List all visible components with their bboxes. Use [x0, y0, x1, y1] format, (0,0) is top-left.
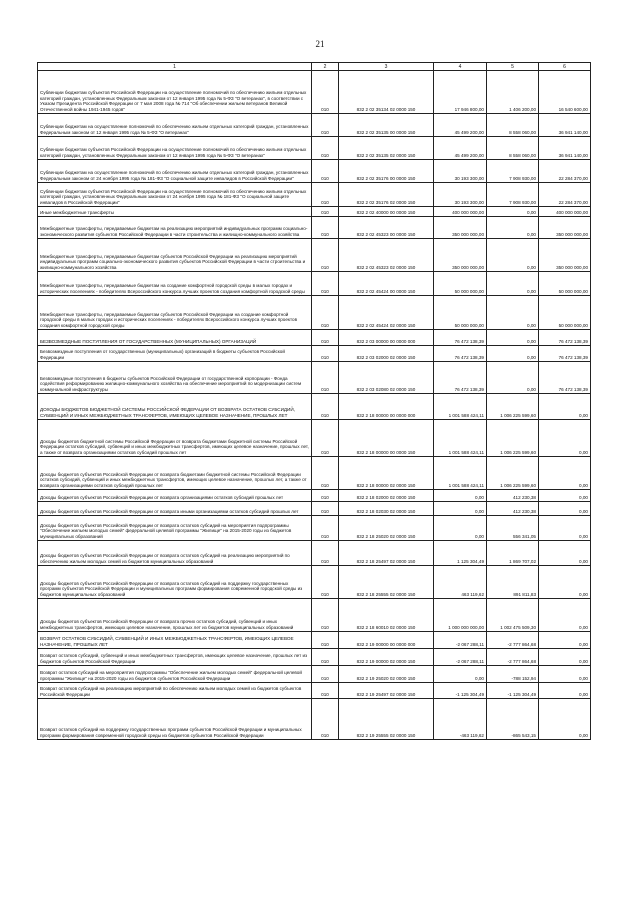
table-row — [38, 394, 591, 420]
table-row — [38, 296, 591, 330]
table-row — [38, 666, 591, 683]
row-budget-code: 832 2 19 00000 02 0000 150 — [339, 649, 434, 666]
row-value-col6: 36 941 140,00 — [539, 114, 591, 137]
row-value-col4: 1 001 588 424,11 — [434, 457, 487, 490]
row-budget-code: 832 2 02 45424 02 0000 150 — [339, 296, 434, 330]
row-line-code: 010 — [312, 490, 339, 502]
row-value-col6: 400 000 000,00 — [539, 207, 591, 217]
row-name: Межбюджетные трансферты, передаваемые бюджетам на реализацию мероприятий индивидуальных программ социально-экономического развития субъектов Российской Федерации в части строительства и жилищно-коммунального хозяйства — [38, 217, 312, 239]
row-name: Безвозмездные поступления от государственных (муниципальных) организаций в бюджеты субъектов Российской Федерации — [38, 346, 312, 362]
row-name: Возврат остатков субсидий на реализацию мероприятий по обеспечению жильем молодых семей из бюджетов субъектов Российской Федерации — [38, 683, 312, 699]
row-value-col4: 30 193 300,00 — [434, 160, 487, 183]
row-value-col4: 45 499 200,00 — [434, 137, 487, 160]
row-value-col4: 50 000 000,00 — [434, 272, 487, 296]
row-name: Доходы бюджетов субъектов Российской Федерации от возврата остатков субсидий на поддержку государственных программ субъектов Российской Федерации и муниципальных программ формирования современной городской среды из бюджетов муниципальных образований — [38, 566, 312, 599]
row-value-col4: 0,00 — [434, 502, 487, 516]
table-row — [38, 217, 591, 239]
row-value-col5: 8 558 060,00 — [487, 114, 539, 137]
table-row — [38, 516, 591, 541]
row-value-col6: 0,00 — [539, 516, 591, 541]
row-value-col5: 0,00 — [487, 296, 539, 330]
row-name: Субвенции бюджетам на осуществление полномочий по обеспечению жильем отдельных категорий граждан, установленных Федеральным законом от 24 ноября 1995 года № 181-ФЗ "О социальной защите инвалидов в Российской Федерации" — [38, 160, 312, 183]
row-value-col4: 76 472 138,39 — [434, 362, 487, 394]
row-value-col6: 0,00 — [539, 699, 591, 740]
row-budget-code: 832 2 19 25555 02 0000 150 — [339, 699, 434, 740]
row-value-col6: 0,00 — [539, 394, 591, 420]
table-row — [38, 649, 591, 666]
row-budget-code: 832 2 18 25555 02 0000 150 — [339, 566, 434, 599]
row-budget-code: 832 2 03 02080 02 0000 150 — [339, 362, 434, 394]
row-name: Возврат остатков субсидий, субвенций и иных межбюджетных трансфертов, имеющих целевое назначение, прошлых лет из бюджетов субъектов Российской Федерации — [38, 649, 312, 666]
row-value-col4: 0,00 — [434, 666, 487, 683]
row-value-col4: 1 001 588 424,11 — [434, 420, 487, 457]
row-budget-code: 832 2 02 45323 00 0000 150 — [339, 217, 434, 239]
row-value-col4: -2 067 288,11 — [434, 649, 487, 666]
row-value-col6: 76 472 138,39 — [539, 330, 591, 346]
row-value-col6: 22 284 370,00 — [539, 160, 591, 183]
row-value-col5: 412 230,38 — [487, 502, 539, 516]
header-col-5: 5 — [487, 63, 539, 71]
row-budget-code: 832 2 02 35176 00 0000 150 — [339, 160, 434, 183]
table-row — [38, 566, 591, 599]
row-value-col5: 1 002 475 509,30 — [487, 599, 539, 632]
table-row — [38, 683, 591, 699]
row-value-col6: 0,00 — [539, 566, 591, 599]
row-value-col4: 50 000 000,00 — [434, 296, 487, 330]
row-value-col5: 1 006 225 599,60 — [487, 394, 539, 420]
row-value-col5: -1 125 304,49 — [487, 683, 539, 699]
table-row — [38, 239, 591, 272]
table-row — [38, 457, 591, 490]
row-line-code: 010 — [312, 183, 339, 207]
row-name: Субвенции бюджетам субъектов Российской Федерации на осуществление полномочий по обеспечению жильем отдельных категорий граждан, установленных Федеральным законом от 12 января 1995 года № 5-ФЗ "О ветеранах", в соответствии с Указом Президента Российской Федерации от 7 мая 2008 года № 714 "Об обеспечении жильем ветеранов Великой Отечественной войны 1941-1945 годов" — [38, 71, 312, 114]
row-value-col5: 891 811,83 — [487, 566, 539, 599]
table-row — [38, 632, 591, 649]
row-name: Доходы бюджетов бюджетной системы Российской Федерации от возврата бюджетами бюджетной системы Российской Федерации остатков субсидий, субвенций и иных межбюджетных трансфертов, имеющих целевое назначение, прошлых лет, а также от возврата организациями остатков субсидий прошлых лет — [38, 420, 312, 457]
row-budget-code: 832 2 02 45323 02 0000 150 — [339, 239, 434, 272]
table-row — [38, 330, 591, 346]
row-name: Возврат остатков субсидий на поддержку государственных программ субъектов Российской Федерации и муниципальных программ формирования современной городской среды из бюджетов субъектов Российской Федерации — [38, 699, 312, 740]
row-budget-code: 832 2 02 35176 02 0000 150 — [339, 183, 434, 207]
row-value-col5: -788 152,94 — [487, 666, 539, 683]
row-name: Иные межбюджетные трансферты — [38, 207, 312, 217]
row-budget-code: 832 2 03 00000 00 0000 000 — [339, 330, 434, 346]
row-line-code: 010 — [312, 330, 339, 346]
row-value-col4: 76 472 138,39 — [434, 346, 487, 362]
row-line-code: 010 — [312, 71, 339, 114]
row-line-code: 010 — [312, 137, 339, 160]
row-budget-code: 832 2 18 02000 02 0000 150 — [339, 490, 434, 502]
header-col-2: 2 — [312, 63, 339, 71]
row-value-col5: 7 908 930,00 — [487, 160, 539, 183]
row-value-col6: 0,00 — [539, 683, 591, 699]
row-value-col4: 1 000 000 000,00 — [434, 599, 487, 632]
row-budget-code: 832 2 18 00000 00 0000 150 — [339, 420, 434, 457]
row-name: Межбюджетные трансферты, передаваемые бюджетам на создание комфортной городской среды в малых городах и исторических поселениях - победителях Всероссийского конкурса лучших проектов создания комфортной городской среды — [38, 272, 312, 296]
row-name: ВОЗВРАТ ОСТАТКОВ СУБСИДИЙ, СУБВЕНЦИЙ И ИНЫХ МЕЖБЮДЖЕТНЫХ ТРАНСФЕРТОВ, ИМЕЮЩИХ ЦЕЛЕВОЕ НАЗНАЧЕНИЕ, ПРОШЛЫХ ЛЕТ — [38, 632, 312, 649]
row-value-col4: 0,00 — [434, 490, 487, 502]
row-budget-code: 832 2 19 25020 02 0000 150 — [339, 666, 434, 683]
row-value-col6: 0,00 — [539, 649, 591, 666]
row-value-col4: 350 000 000,00 — [434, 239, 487, 272]
row-value-col6: 0,00 — [539, 666, 591, 683]
row-value-col4: 76 472 138,39 — [434, 330, 487, 346]
row-value-col5: 556 341,05 — [487, 516, 539, 541]
row-value-col4: 45 499 200,00 — [434, 114, 487, 137]
row-line-code: 010 — [312, 207, 339, 217]
row-value-col6: 0,00 — [539, 490, 591, 502]
row-name: Доходы бюджетов субъектов Российской Федерации от возврата остатков субсидий на мероприятия подпрограммы "Обеспечение жильем молодых семей" федеральной целевой программы "Жилище" на 2015-2020 годы из бюджетов муниципальных образований — [38, 516, 312, 541]
row-value-col6: 350 000 000,00 — [539, 239, 591, 272]
row-value-col6: 76 472 138,39 — [539, 362, 591, 394]
header-col-4: 4 — [434, 63, 487, 71]
table-row — [38, 490, 591, 502]
row-name: Межбюджетные трансферты, передаваемые бюджетам субъектов Российской Федерации на реализацию мероприятий индивидуальных программ социально-экономического развития субъектов Российской Федерации в части строительства и жилищно-коммунального хозяйства — [38, 239, 312, 272]
row-value-col6: 76 472 138,39 — [539, 346, 591, 362]
row-line-code: 010 — [312, 346, 339, 362]
row-value-col5: 1 869 707,02 — [487, 541, 539, 566]
header-col-3: 3 — [339, 63, 434, 71]
row-value-col6: 350 000 000,00 — [539, 217, 591, 239]
table-row — [38, 114, 591, 137]
row-line-code: 010 — [312, 114, 339, 137]
row-name: Доходы бюджетов субъектов Российской Федерации от возврата прочих остатков субсидий, субвенций и иных межбюджетных трансфертов, имеющих целевое назначение, прошлых лет из бюджетов муниципальных образований — [38, 599, 312, 632]
header-col-6: 6 — [539, 63, 591, 71]
table-row — [38, 137, 591, 160]
row-name: Субвенции бюджетам субъектов Российской Федерации на осуществление полномочий по обеспечению жильем отдельных категорий граждан, установленных Федеральным законом от 24 ноября 1995 года № 181-ФЗ "О социальной защите инвалидов в Российской Федерации" — [38, 183, 312, 207]
row-name: Субвенции бюджетам на осуществление полномочий по обеспечению жильем отдельных категорий граждан, установленных Федеральным законом от 12 января 1995 года № 5-ФЗ "О ветеранах" — [38, 114, 312, 137]
row-budget-code: 832 2 02 35134 02 0000 150 — [339, 71, 434, 114]
row-budget-code: 832 2 02 35135 02 0000 150 — [339, 137, 434, 160]
row-value-col4: -2 067 288,11 — [434, 632, 487, 649]
table-header-row — [38, 63, 591, 71]
row-line-code: 010 — [312, 272, 339, 296]
row-name: Субвенции бюджетам субъектов Российской Федерации на осуществление полномочий по обеспечению жильем отдельных категорий граждан, установленных Федеральным законом от 12 января 1995 года № 5-ФЗ "О ветеранах" — [38, 137, 312, 160]
table-row — [38, 362, 591, 394]
table-row — [38, 183, 591, 207]
row-line-code: 010 — [312, 296, 339, 330]
table-row — [38, 160, 591, 183]
row-line-code: 010 — [312, 502, 339, 516]
row-name: Доходы бюджетов субъектов Российской Федерации от возврата остатков субсидий на реализацию мероприятий по обеспечению жильем молодых семей из бюджетов муниципальных образований — [38, 541, 312, 566]
row-budget-code: 832 2 18 25020 02 0000 150 — [339, 516, 434, 541]
row-value-col5: 1 406 200,00 — [487, 71, 539, 114]
row-value-col5: 8 558 060,00 — [487, 137, 539, 160]
row-name: Доходы бюджетов субъектов Российской Федерации от возврата бюджетами бюджетной системы Российской Федерации остатков субсидий, субвенций и иных межбюджетных трансфертов, имеющих целевое назначение, прошлых лет, а также от возврата организациями остатков субсидий прошлых лет — [38, 457, 312, 490]
table-row — [38, 346, 591, 362]
row-line-code: 010 — [312, 666, 339, 683]
row-budget-code: 832 2 02 35135 00 0000 150 — [339, 114, 434, 137]
row-name: Доходы бюджетов субъектов Российской Федерации от возврата организациями остатков субсидий прошлых лет — [38, 490, 312, 502]
row-budget-code: 832 2 02 40000 00 0000 150 — [339, 207, 434, 217]
row-value-col4: 30 193 300,00 — [434, 183, 487, 207]
row-budget-code: 832 2 02 45424 00 0000 150 — [339, 272, 434, 296]
row-value-col4: 400 000 000,00 — [434, 207, 487, 217]
row-value-col5: -2 777 864,68 — [487, 632, 539, 649]
row-value-col4: 1 125 304,49 — [434, 541, 487, 566]
row-value-col5: 412 230,38 — [487, 490, 539, 502]
row-value-col6: 0,00 — [539, 502, 591, 516]
row-value-col5: 0,00 — [487, 330, 539, 346]
row-name: Межбюджетные трансферты, передаваемые бюджетам субъектов Российской Федерации на создание комфортной городской среды в малых городах и исторических поселениях - победителях Всероссийского конкурса лучших проектов создания комфортной городской среды — [38, 296, 312, 330]
table-row — [38, 699, 591, 740]
row-budget-code: 832 2 18 00000 02 0000 150 — [339, 457, 434, 490]
table-row — [38, 71, 591, 114]
row-value-col6: 16 540 600,00 — [539, 71, 591, 114]
row-budget-code: 832 2 18 00000 00 0000 000 — [339, 394, 434, 420]
row-line-code: 010 — [312, 566, 339, 599]
table-row — [38, 207, 591, 217]
row-value-col5: 0,00 — [487, 217, 539, 239]
row-value-col6: 50 000 000,00 — [539, 296, 591, 330]
row-value-col4: 0,00 — [434, 516, 487, 541]
row-value-col4: 463 119,62 — [434, 566, 487, 599]
row-value-col4: 17 946 800,00 — [434, 71, 487, 114]
row-budget-code: 832 2 03 02000 02 0000 150 — [339, 346, 434, 362]
row-value-col4: 1 001 588 424,11 — [434, 394, 487, 420]
row-name: БЕЗВОЗМЕЗДНЫЕ ПОСТУПЛЕНИЯ ОТ ГОСУДАРСТВЕННЫХ (МУНИЦИПАЛЬНЫХ) ОРГАНИЗАЦИЙ — [38, 330, 312, 346]
row-line-code: 010 — [312, 160, 339, 183]
header-col-1: 1 — [38, 63, 312, 71]
row-line-code: 010 — [312, 362, 339, 394]
row-line-code: 010 — [312, 217, 339, 239]
row-value-col6: 0,00 — [539, 632, 591, 649]
table-body — [38, 63, 591, 740]
row-value-col6: 0,00 — [539, 457, 591, 490]
row-value-col6: 22 284 370,00 — [539, 183, 591, 207]
row-budget-code: 832 2 19 00000 00 0000 000 — [339, 632, 434, 649]
row-line-code: 010 — [312, 649, 339, 666]
row-value-col5: 0,00 — [487, 362, 539, 394]
row-value-col4: -463 119,62 — [434, 699, 487, 740]
row-name: Безвозмездные поступления в бюджеты субъектов Российской Федерации от государственной корпорации - Фонда содействия реформированию жилищно-коммунального хозяйства на обеспечение мероприятий по модернизации систем коммунальной инфраструктуры — [38, 362, 312, 394]
row-value-col5: 0,00 — [487, 346, 539, 362]
row-value-col5: 1 006 225 599,60 — [487, 457, 539, 490]
row-value-col6: 0,00 — [539, 541, 591, 566]
row-value-col4: 350 000 000,00 — [434, 217, 487, 239]
row-value-col4: -1 125 304,49 — [434, 683, 487, 699]
row-value-col5: 0,00 — [487, 239, 539, 272]
row-line-code: 010 — [312, 516, 339, 541]
table-row — [38, 420, 591, 457]
row-name: ДОХОДЫ БЮДЖЕТОВ БЮДЖЕТНОЙ СИСТЕМЫ РОССИЙСКОЙ ФЕДЕРАЦИИ ОТ ВОЗВРАТА ОСТАТКОВ СУБСИДИЙ, СУБВЕНЦИЙ И ИНЫХ МЕЖБЮДЖЕТНЫХ ТРАНСФЕРТОВ, ИМЕЮЩИХ ЦЕЛЕВОЕ НАЗНАЧЕНИЕ, ПРОШЛЫХ ЛЕТ — [38, 394, 312, 420]
row-budget-code: 832 2 18 02030 02 0000 150 — [339, 502, 434, 516]
row-value-col6: 50 000 000,00 — [539, 272, 591, 296]
table-row — [38, 541, 591, 566]
row-line-code: 010 — [312, 599, 339, 632]
row-value-col5: 1 006 225 599,60 — [487, 420, 539, 457]
row-value-col5: -2 777 864,68 — [487, 649, 539, 666]
row-line-code: 010 — [312, 699, 339, 740]
row-value-col6: 36 941 140,00 — [539, 137, 591, 160]
row-line-code: 010 — [312, 420, 339, 457]
row-value-col5: 0,00 — [487, 207, 539, 217]
row-name: Доходы бюджетов субъектов Российской Федерации от возврата иными организациями остатков субсидий прошлых лет — [38, 502, 312, 516]
row-budget-code: 832 2 18 25497 02 0000 150 — [339, 541, 434, 566]
table-row — [38, 502, 591, 516]
row-line-code: 010 — [312, 239, 339, 272]
table-row — [38, 272, 591, 296]
row-value-col5: 0,00 — [487, 272, 539, 296]
row-line-code: 010 — [312, 632, 339, 649]
row-budget-code: 832 2 18 60010 02 0000 150 — [339, 599, 434, 632]
row-line-code: 010 — [312, 541, 339, 566]
row-line-code: 010 — [312, 683, 339, 699]
row-budget-code: 832 2 19 25497 02 0000 150 — [339, 683, 434, 699]
row-line-code: 010 — [312, 457, 339, 490]
row-name: Возврат остатков субсидий на мероприятия подпрограммы "Обеспечение жильем молодых семей" федеральной целевой программы "Жилище" на 2015-2020 годы из бюджетов субъектов Российской Федерации — [38, 666, 312, 683]
page-number: 21 — [315, 39, 325, 49]
row-value-col5: -865 543,15 — [487, 699, 539, 740]
row-value-col5: 7 908 930,00 — [487, 183, 539, 207]
table-row — [38, 599, 591, 632]
budget-table — [37, 62, 591, 740]
row-value-col6: 0,00 — [539, 599, 591, 632]
row-value-col6: 0,00 — [539, 420, 591, 457]
row-line-code: 010 — [312, 394, 339, 420]
